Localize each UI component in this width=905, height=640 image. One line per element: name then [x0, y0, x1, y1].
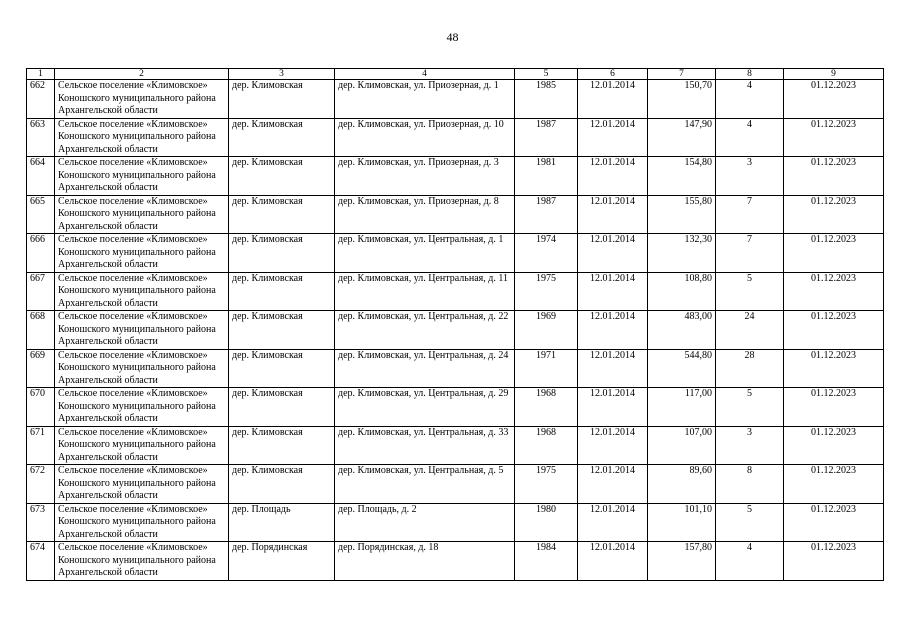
- table-row: [27, 349, 884, 388]
- address-cell: дер. Площадь, д. 2: [335, 503, 515, 542]
- settlement-cell: Сельское поселение «Климовское» Коношского муниципального района Архангельской области: [55, 118, 229, 157]
- year-cell: 1984: [515, 542, 578, 581]
- address-cell: дер. Климовская, ул. Центральная, д. 22: [335, 311, 515, 350]
- col-header-1: 1: [27, 69, 55, 80]
- locality-cell: дер. Климовская: [229, 234, 335, 273]
- count-cell: 28: [716, 349, 784, 388]
- locality-cell: дер. Климовская: [229, 311, 335, 350]
- year-cell: 1975: [515, 272, 578, 311]
- area-cell: 147,90: [648, 118, 716, 157]
- date-cell: 12.01.2014: [578, 234, 648, 273]
- planned-date-cell: 01.12.2023: [784, 195, 884, 234]
- table-row: [27, 426, 884, 465]
- count-cell: 24: [716, 311, 784, 350]
- year-cell: 1968: [515, 388, 578, 427]
- planned-date-cell: 01.12.2023: [784, 272, 884, 311]
- planned-date-cell: 01.12.2023: [784, 157, 884, 196]
- date-cell: 12.01.2014: [578, 80, 648, 119]
- planned-date-cell: 01.12.2023: [784, 311, 884, 350]
- planned-date-cell: 01.12.2023: [784, 503, 884, 542]
- planned-date-cell: 01.12.2023: [784, 388, 884, 427]
- year-cell: 1987: [515, 195, 578, 234]
- table-row: [27, 272, 884, 311]
- row-number: 668: [27, 311, 55, 350]
- planned-date-cell: 01.12.2023: [784, 426, 884, 465]
- planned-date-cell: 01.12.2023: [784, 234, 884, 273]
- settlement-cell: Сельское поселение «Климовское» Коношского муниципального района Архангельской области: [55, 272, 229, 311]
- count-cell: 3: [716, 426, 784, 465]
- year-cell: 1985: [515, 80, 578, 119]
- count-cell: 5: [716, 503, 784, 542]
- table-body: [27, 80, 884, 581]
- col-header-4: 4: [335, 69, 515, 80]
- row-number: 665: [27, 195, 55, 234]
- table-row: [27, 311, 884, 350]
- area-cell: 117,00: [648, 388, 716, 427]
- date-cell: 12.01.2014: [578, 349, 648, 388]
- table-row: [27, 465, 884, 504]
- planned-date-cell: 01.12.2023: [784, 349, 884, 388]
- row-number: 673: [27, 503, 55, 542]
- planned-date-cell: 01.12.2023: [784, 80, 884, 119]
- table-row: [27, 234, 884, 273]
- row-number: 670: [27, 388, 55, 427]
- area-cell: 150,70: [648, 80, 716, 119]
- address-cell: дер. Климовская, ул. Центральная, д. 33: [335, 426, 515, 465]
- year-cell: 1975: [515, 465, 578, 504]
- area-cell: 108,80: [648, 272, 716, 311]
- area-cell: 101,10: [648, 503, 716, 542]
- locality-cell: дер. Климовская: [229, 157, 335, 196]
- locality-cell: дер. Площадь: [229, 503, 335, 542]
- address-cell: дер. Климовская, ул. Приозерная, д. 1: [335, 80, 515, 119]
- col-header-6: 6: [578, 69, 648, 80]
- table-row: [27, 542, 884, 581]
- year-cell: 1974: [515, 234, 578, 273]
- area-cell: 483,00: [648, 311, 716, 350]
- year-cell: 1969: [515, 311, 578, 350]
- area-cell: 132,30: [648, 234, 716, 273]
- row-number: 674: [27, 542, 55, 581]
- count-cell: 3: [716, 157, 784, 196]
- locality-cell: дер. Климовская: [229, 465, 335, 504]
- date-cell: 12.01.2014: [578, 195, 648, 234]
- area-cell: 157,80: [648, 542, 716, 581]
- locality-cell: дер. Порядинская: [229, 542, 335, 581]
- settlement-cell: Сельское поселение «Климовское» Коношского муниципального района Архангельской области: [55, 426, 229, 465]
- year-cell: 1981: [515, 157, 578, 196]
- col-header-8: 8: [716, 69, 784, 80]
- address-cell: дер. Климовская, ул. Приозерная, д. 10: [335, 118, 515, 157]
- address-cell: дер. Климовская, ул. Центральная, д. 11: [335, 272, 515, 311]
- col-header-3: 3: [229, 69, 335, 80]
- locality-cell: дер. Климовская: [229, 426, 335, 465]
- count-cell: 7: [716, 234, 784, 273]
- area-cell: 155,80: [648, 195, 716, 234]
- row-number: 662: [27, 80, 55, 119]
- address-cell: дер. Порядинская, д. 18: [335, 542, 515, 581]
- table-row: [27, 388, 884, 427]
- date-cell: 12.01.2014: [578, 272, 648, 311]
- locality-cell: дер. Климовская: [229, 272, 335, 311]
- page-number: 48: [446, 30, 459, 44]
- planned-date-cell: 01.12.2023: [784, 465, 884, 504]
- table-row: [27, 503, 884, 542]
- address-cell: дер. Климовская, ул. Приозерная, д. 8: [335, 195, 515, 234]
- date-cell: 12.01.2014: [578, 311, 648, 350]
- settlement-cell: Сельское поселение «Климовское» Коношского муниципального района Архангельской области: [55, 195, 229, 234]
- date-cell: 12.01.2014: [578, 118, 648, 157]
- locality-cell: дер. Климовская: [229, 388, 335, 427]
- date-cell: 12.01.2014: [578, 503, 648, 542]
- date-cell: 12.01.2014: [578, 426, 648, 465]
- row-number: 669: [27, 349, 55, 388]
- settlement-cell: Сельское поселение «Климовское» Коношского муниципального района Архангельской области: [55, 465, 229, 504]
- row-number: 666: [27, 234, 55, 273]
- planned-date-cell: 01.12.2023: [784, 118, 884, 157]
- date-cell: 12.01.2014: [578, 465, 648, 504]
- address-cell: дер. Климовская, ул. Центральная, д. 5: [335, 465, 515, 504]
- row-number: 672: [27, 465, 55, 504]
- locality-cell: дер. Климовская: [229, 80, 335, 119]
- table-row: [27, 80, 884, 119]
- settlement-cell: Сельское поселение «Климовское» Коношского муниципального района Архангельской области: [55, 503, 229, 542]
- col-header-2: 2: [55, 69, 229, 80]
- count-cell: 4: [716, 542, 784, 581]
- settlement-cell: Сельское поселение «Климовское» Коношского муниципального района Архангельской области: [55, 388, 229, 427]
- row-number: 667: [27, 272, 55, 311]
- date-cell: 12.01.2014: [578, 542, 648, 581]
- address-cell: дер. Климовская, ул. Приозерная, д. 3: [335, 157, 515, 196]
- planned-date-cell: 01.12.2023: [784, 542, 884, 581]
- locality-cell: дер. Климовская: [229, 118, 335, 157]
- year-cell: 1980: [515, 503, 578, 542]
- table-row: [27, 118, 884, 157]
- settlement-cell: Сельское поселение «Климовское» Коношского муниципального района Архангельской области: [55, 542, 229, 581]
- area-cell: 107,00: [648, 426, 716, 465]
- area-cell: 154,80: [648, 157, 716, 196]
- address-cell: дер. Климовская, ул. Центральная, д. 1: [335, 234, 515, 273]
- settlement-cell: Сельское поселение «Климовское» Коношского муниципального района Архангельской области: [55, 234, 229, 273]
- count-cell: 5: [716, 388, 784, 427]
- count-cell: 7: [716, 195, 784, 234]
- count-cell: 8: [716, 465, 784, 504]
- row-number: 663: [27, 118, 55, 157]
- header-row: [27, 69, 884, 80]
- settlement-cell: Сельское поселение «Климовское» Коношского муниципального района Архангельской области: [55, 311, 229, 350]
- settlement-cell: Сельское поселение «Климовское» Коношского муниципального района Архангельской области: [55, 349, 229, 388]
- housing-registry-table: [26, 68, 884, 581]
- date-cell: 12.01.2014: [578, 388, 648, 427]
- year-cell: 1968: [515, 426, 578, 465]
- col-header-7: 7: [648, 69, 716, 80]
- locality-cell: дер. Климовская: [229, 349, 335, 388]
- count-cell: 4: [716, 118, 784, 157]
- settlement-cell: Сельское поселение «Климовское» Коношского муниципального района Архангельской области: [55, 157, 229, 196]
- count-cell: 5: [716, 272, 784, 311]
- col-header-9: 9: [784, 69, 884, 80]
- row-number: 671: [27, 426, 55, 465]
- date-cell: 12.01.2014: [578, 157, 648, 196]
- address-cell: дер. Климовская, ул. Центральная, д. 29: [335, 388, 515, 427]
- year-cell: 1971: [515, 349, 578, 388]
- year-cell: 1987: [515, 118, 578, 157]
- col-header-5: 5: [515, 69, 578, 80]
- row-number: 664: [27, 157, 55, 196]
- locality-cell: дер. Климовская: [229, 195, 335, 234]
- address-cell: дер. Климовская, ул. Центральная, д. 24: [335, 349, 515, 388]
- table-row: [27, 157, 884, 196]
- area-cell: 89,60: [648, 465, 716, 504]
- table-row: [27, 195, 884, 234]
- count-cell: 4: [716, 80, 784, 119]
- area-cell: 544,80: [648, 349, 716, 388]
- settlement-cell: Сельское поселение «Климовское» Коношского муниципального района Архангельской области: [55, 80, 229, 119]
